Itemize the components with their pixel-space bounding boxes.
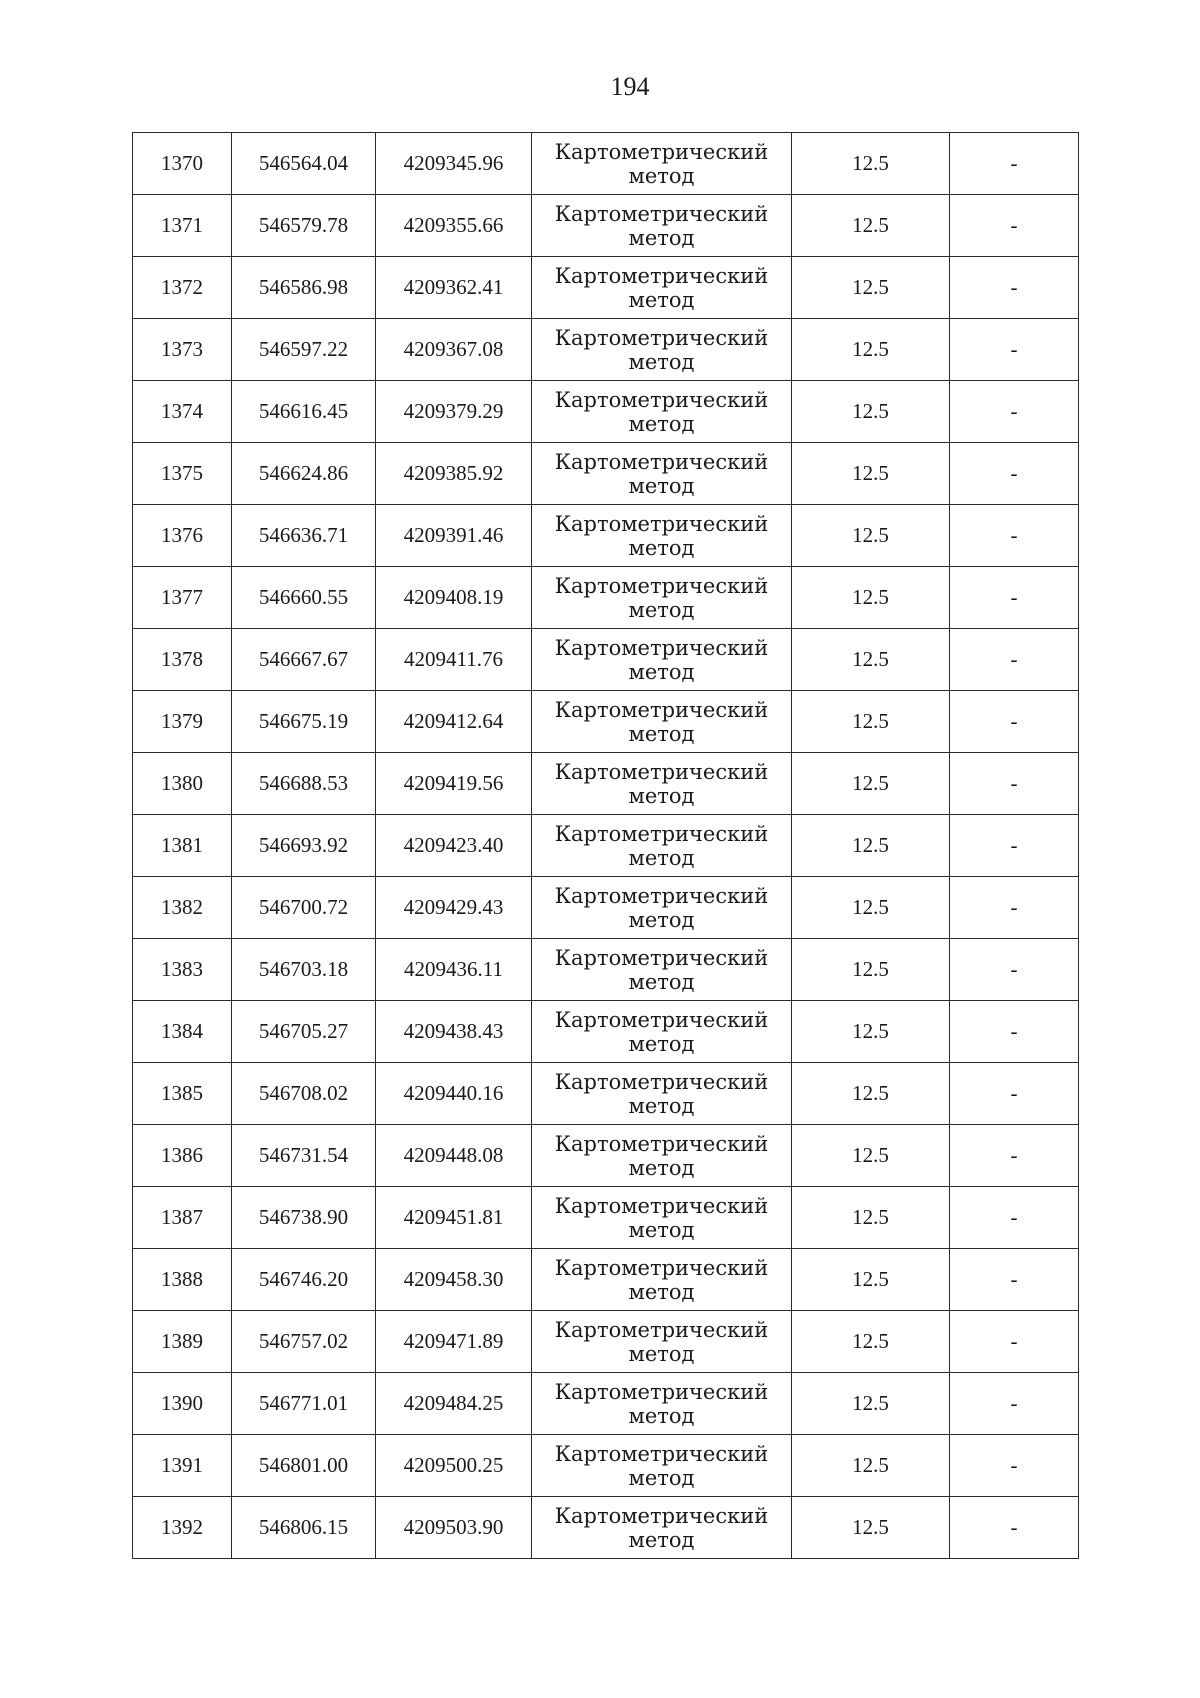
point-number-cell: 1376: [133, 505, 232, 567]
table-row: [133, 257, 1079, 319]
method-text-line2: метод: [628, 1403, 695, 1428]
method-text-line2: метод: [628, 225, 695, 250]
method-cell: [532, 1001, 792, 1063]
y-coordinate-cell: 4209448.08: [376, 1125, 532, 1187]
accuracy-cell: 12.5: [792, 1497, 950, 1559]
accuracy-cell: 12.5: [792, 939, 950, 1001]
method-text-line2: метод: [628, 1217, 695, 1242]
table-row: [133, 815, 1079, 877]
method-text-line1: Картометрический: [554, 945, 769, 970]
method-text-line2: метод: [628, 1341, 695, 1366]
note-cell: -: [950, 257, 1079, 319]
x-coordinate-cell: 546564.04: [232, 133, 376, 195]
table-row: [133, 319, 1079, 381]
x-coordinate-cell: 546586.98: [232, 257, 376, 319]
note-cell: -: [950, 443, 1079, 505]
table-row: [133, 381, 1079, 443]
method-cell: [532, 381, 792, 443]
y-coordinate-cell: 4209419.56: [376, 753, 532, 815]
method-text-line2: метод: [628, 845, 695, 870]
accuracy-cell: 12.5: [792, 1125, 950, 1187]
table-row: [133, 133, 1079, 195]
note-cell: -: [950, 753, 1079, 815]
x-coordinate-cell: 546801.00: [232, 1435, 376, 1497]
table-row: [133, 567, 1079, 629]
accuracy-cell: 12.5: [792, 691, 950, 753]
y-coordinate-cell: 4209436.11: [376, 939, 532, 1001]
point-number-cell: 1374: [133, 381, 232, 443]
method-text-line2: метод: [628, 1031, 695, 1056]
method-text-line1: Картометрический: [554, 697, 769, 722]
point-number-cell: 1370: [133, 133, 232, 195]
table-row: [133, 195, 1079, 257]
note-cell: -: [950, 629, 1079, 691]
method-text-line1: Картометрический: [554, 1131, 769, 1156]
note-cell: -: [950, 1435, 1079, 1497]
point-number-cell: 1371: [133, 195, 232, 257]
x-coordinate-cell: 546738.90: [232, 1187, 376, 1249]
x-coordinate-cell: 546731.54: [232, 1125, 376, 1187]
method-cell: [532, 1373, 792, 1435]
method-text-line2: метод: [628, 163, 695, 188]
y-coordinate-cell: 4209408.19: [376, 567, 532, 629]
accuracy-cell: 12.5: [792, 877, 950, 939]
y-coordinate-cell: 4209385.92: [376, 443, 532, 505]
method-cell: [532, 753, 792, 815]
note-cell: -: [950, 1063, 1079, 1125]
method-cell: [532, 629, 792, 691]
point-number-cell: 1383: [133, 939, 232, 1001]
method-cell: [532, 1063, 792, 1125]
table-row: [133, 753, 1079, 815]
accuracy-cell: 12.5: [792, 567, 950, 629]
point-number-cell: 1381: [133, 815, 232, 877]
accuracy-cell: 12.5: [792, 1373, 950, 1435]
note-cell: -: [950, 815, 1079, 877]
y-coordinate-cell: 4209451.81: [376, 1187, 532, 1249]
note-cell: -: [950, 691, 1079, 753]
x-coordinate-cell: 546771.01: [232, 1373, 376, 1435]
table-row: [133, 629, 1079, 691]
point-number-cell: 1384: [133, 1001, 232, 1063]
method-cell: [532, 133, 792, 195]
note-cell: -: [950, 505, 1079, 567]
method-cell: [532, 1187, 792, 1249]
method-text-line1: Картометрический: [554, 573, 769, 598]
method-cell: [532, 939, 792, 1001]
table-row: [133, 939, 1079, 1001]
table-row: [133, 443, 1079, 505]
method-cell: [532, 1435, 792, 1497]
table-row: [133, 1497, 1079, 1559]
y-coordinate-cell: 4209345.96: [376, 133, 532, 195]
method-text-line1: Картометрический: [554, 263, 769, 288]
method-text-line1: Картометрический: [554, 1503, 769, 1528]
y-coordinate-cell: 4209458.30: [376, 1249, 532, 1311]
table-body: [133, 133, 1079, 1559]
point-number-cell: 1377: [133, 567, 232, 629]
method-cell: [532, 443, 792, 505]
method-text-line2: метод: [628, 969, 695, 994]
table-row: [133, 1125, 1079, 1187]
method-text-line1: Картометрический: [554, 759, 769, 784]
table-row: [133, 505, 1079, 567]
accuracy-cell: 12.5: [792, 1311, 950, 1373]
y-coordinate-cell: 4209391.46: [376, 505, 532, 567]
x-coordinate-cell: 546705.27: [232, 1001, 376, 1063]
method-cell: [532, 257, 792, 319]
point-number-cell: 1392: [133, 1497, 232, 1559]
table-row: [133, 1001, 1079, 1063]
method-text-line1: Картометрический: [554, 1441, 769, 1466]
x-coordinate-cell: 546624.86: [232, 443, 376, 505]
accuracy-cell: 12.5: [792, 257, 950, 319]
note-cell: -: [950, 381, 1079, 443]
method-text-line1: Картометрический: [554, 511, 769, 536]
point-number-cell: 1373: [133, 319, 232, 381]
point-number-cell: 1382: [133, 877, 232, 939]
point-number-cell: 1372: [133, 257, 232, 319]
y-coordinate-cell: 4209362.41: [376, 257, 532, 319]
x-coordinate-cell: 546806.15: [232, 1497, 376, 1559]
coordinates-table: [132, 132, 1079, 1559]
method-text-line2: метод: [628, 659, 695, 684]
table-row: [133, 1063, 1079, 1125]
method-text-line1: Картометрический: [554, 1069, 769, 1094]
method-text-line2: метод: [628, 535, 695, 560]
x-coordinate-cell: 546597.22: [232, 319, 376, 381]
table-row: [133, 877, 1079, 939]
method-text-line2: метод: [628, 1465, 695, 1490]
method-cell: [532, 1249, 792, 1311]
method-text-line2: метод: [628, 1279, 695, 1304]
x-coordinate-cell: 546693.92: [232, 815, 376, 877]
note-cell: -: [950, 1001, 1079, 1063]
method-text-line1: Картометрический: [554, 1255, 769, 1280]
note-cell: -: [950, 133, 1079, 195]
accuracy-cell: 12.5: [792, 1435, 950, 1497]
x-coordinate-cell: 546688.53: [232, 753, 376, 815]
point-number-cell: 1387: [133, 1187, 232, 1249]
note-cell: -: [950, 1249, 1079, 1311]
method-cell: [532, 877, 792, 939]
point-number-cell: 1388: [133, 1249, 232, 1311]
y-coordinate-cell: 4209500.25: [376, 1435, 532, 1497]
method-cell: [532, 691, 792, 753]
method-text-line1: Картометрический: [554, 325, 769, 350]
accuracy-cell: 12.5: [792, 1249, 950, 1311]
method-text-line2: метод: [628, 411, 695, 436]
method-text-line1: Картометрический: [554, 139, 769, 164]
method-text-line1: Картометрический: [554, 449, 769, 474]
method-cell: [532, 319, 792, 381]
method-cell: [532, 195, 792, 257]
method-cell: [532, 505, 792, 567]
method-text-line1: Картометрический: [554, 1007, 769, 1032]
y-coordinate-cell: 4209367.08: [376, 319, 532, 381]
method-text-line2: метод: [628, 907, 695, 932]
method-cell: [532, 815, 792, 877]
accuracy-cell: 12.5: [792, 753, 950, 815]
accuracy-cell: 12.5: [792, 381, 950, 443]
table-row: [133, 1373, 1079, 1435]
method-cell: [532, 1125, 792, 1187]
point-number-cell: 1375: [133, 443, 232, 505]
x-coordinate-cell: 546757.02: [232, 1311, 376, 1373]
accuracy-cell: 12.5: [792, 133, 950, 195]
point-number-cell: 1380: [133, 753, 232, 815]
note-cell: -: [950, 1125, 1079, 1187]
note-cell: -: [950, 1497, 1079, 1559]
accuracy-cell: 12.5: [792, 629, 950, 691]
method-cell: [532, 1497, 792, 1559]
note-cell: -: [950, 1187, 1079, 1249]
point-number-cell: 1378: [133, 629, 232, 691]
x-coordinate-cell: 546636.71: [232, 505, 376, 567]
accuracy-cell: 12.5: [792, 195, 950, 257]
y-coordinate-cell: 4209440.16: [376, 1063, 532, 1125]
method-text-line2: метод: [628, 1155, 695, 1180]
table-row: [133, 1311, 1079, 1373]
method-text-line2: метод: [628, 473, 695, 498]
method-text-line1: Картометрический: [554, 1193, 769, 1218]
accuracy-cell: 12.5: [792, 443, 950, 505]
y-coordinate-cell: 4209355.66: [376, 195, 532, 257]
method-cell: [532, 567, 792, 629]
method-text-line1: Картометрический: [554, 201, 769, 226]
point-number-cell: 1389: [133, 1311, 232, 1373]
y-coordinate-cell: 4209379.29: [376, 381, 532, 443]
accuracy-cell: 12.5: [792, 1063, 950, 1125]
accuracy-cell: 12.5: [792, 815, 950, 877]
note-cell: -: [950, 877, 1079, 939]
x-coordinate-cell: 546660.55: [232, 567, 376, 629]
y-coordinate-cell: 4209411.76: [376, 629, 532, 691]
accuracy-cell: 12.5: [792, 505, 950, 567]
note-cell: -: [950, 195, 1079, 257]
accuracy-cell: 12.5: [792, 319, 950, 381]
x-coordinate-cell: 546708.02: [232, 1063, 376, 1125]
point-number-cell: 1390: [133, 1373, 232, 1435]
method-text-line2: метод: [628, 1093, 695, 1118]
x-coordinate-cell: 546746.20: [232, 1249, 376, 1311]
y-coordinate-cell: 4209503.90: [376, 1497, 532, 1559]
y-coordinate-cell: 4209484.25: [376, 1373, 532, 1435]
y-coordinate-cell: 4209423.40: [376, 815, 532, 877]
note-cell: -: [950, 939, 1079, 1001]
x-coordinate-cell: 546703.18: [232, 939, 376, 1001]
method-text-line2: метод: [628, 783, 695, 808]
table-row: [133, 1249, 1079, 1311]
point-number-cell: 1386: [133, 1125, 232, 1187]
x-coordinate-cell: 546667.67: [232, 629, 376, 691]
point-number-cell: 1379: [133, 691, 232, 753]
method-text-line1: Картометрический: [554, 1317, 769, 1342]
y-coordinate-cell: 4209412.64: [376, 691, 532, 753]
accuracy-cell: 12.5: [792, 1187, 950, 1249]
y-coordinate-cell: 4209471.89: [376, 1311, 532, 1373]
note-cell: -: [950, 1311, 1079, 1373]
point-number-cell: 1385: [133, 1063, 232, 1125]
method-text-line1: Картометрический: [554, 387, 769, 412]
method-text-line1: Картометрический: [554, 821, 769, 846]
y-coordinate-cell: 4209438.43: [376, 1001, 532, 1063]
x-coordinate-cell: 546675.19: [232, 691, 376, 753]
accuracy-cell: 12.5: [792, 1001, 950, 1063]
page-number: 194: [610, 72, 650, 101]
note-cell: -: [950, 567, 1079, 629]
method-text-line2: метод: [628, 349, 695, 374]
method-text-line1: Картометрический: [554, 1379, 769, 1404]
method-cell: [532, 1311, 792, 1373]
x-coordinate-cell: 546579.78: [232, 195, 376, 257]
point-number-cell: 1391: [133, 1435, 232, 1497]
method-text-line2: метод: [628, 287, 695, 312]
table-row: [133, 1187, 1079, 1249]
method-text-line2: метод: [628, 597, 695, 622]
x-coordinate-cell: 546616.45: [232, 381, 376, 443]
y-coordinate-cell: 4209429.43: [376, 877, 532, 939]
x-coordinate-cell: 546700.72: [232, 877, 376, 939]
table-row: [133, 691, 1079, 753]
method-text-line2: метод: [628, 1527, 695, 1552]
method-text-line1: Картометрический: [554, 635, 769, 660]
table-row: [133, 1435, 1079, 1497]
note-cell: -: [950, 319, 1079, 381]
note-cell: -: [950, 1373, 1079, 1435]
method-text-line2: метод: [628, 721, 695, 746]
method-text-line1: Картометрический: [554, 883, 769, 908]
